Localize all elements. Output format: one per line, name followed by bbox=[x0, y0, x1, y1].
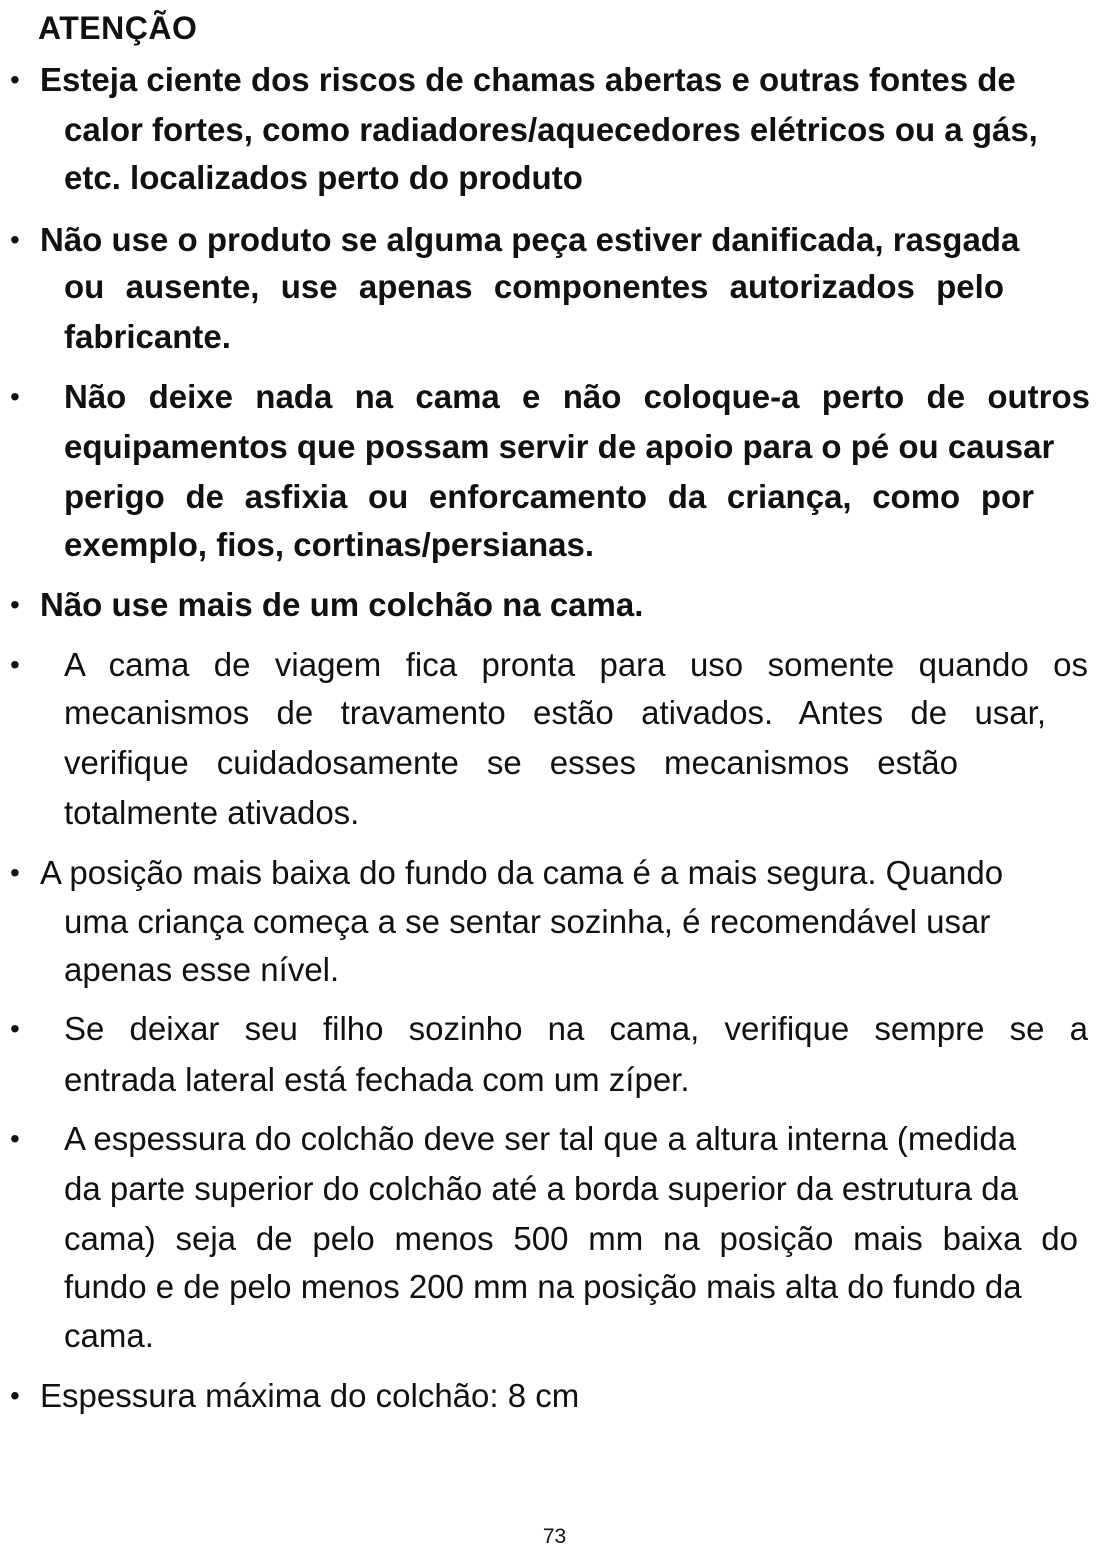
bullet-icon: • bbox=[10, 1123, 20, 1154]
item-line: Esteja ciente dos riscos de chamas abertas e outras fontes de bbox=[40, 61, 1016, 98]
item-line: equipamentos que possam servir de apoio para o pé ou causar bbox=[64, 428, 1055, 465]
item-line: totalmente ativados. bbox=[64, 794, 360, 831]
bullet-icon: • bbox=[10, 64, 20, 95]
item-line: Não deixe nada na cama e não coloque-a perto de outros bbox=[64, 378, 1090, 415]
item-line: calor fortes, como radiadores/aquecedores elétricos ou a gás, bbox=[64, 111, 1038, 148]
item-line: uma criança começa a se sentar sozinha, é recomendável usar bbox=[64, 903, 991, 940]
item-line: fabricante. bbox=[64, 318, 231, 355]
bullet-icon: • bbox=[10, 381, 20, 412]
item-line: perigo de asfixia ou enforcamento da criança, como por bbox=[64, 478, 1034, 515]
bullet-icon: • bbox=[10, 1380, 20, 1411]
item-line: Não use o produto se alguma peça estiver danificada, rasgada bbox=[40, 221, 1020, 258]
item-line: A posição mais baixa do fundo da cama é a mais segura. Quando bbox=[40, 854, 1004, 891]
item-line: ou ausente, use apenas componentes autorizados pelo bbox=[64, 268, 1004, 305]
item-line: apenas esse nível. bbox=[64, 951, 340, 988]
item-line: cama. bbox=[64, 1317, 154, 1354]
item-line: entrada lateral está fechada com um zíper. bbox=[64, 1061, 690, 1098]
item-line: fundo e de pelo menos 200 mm na posição mais alta do fundo da bbox=[64, 1268, 1022, 1305]
page-heading: ATENÇÃO bbox=[38, 10, 198, 46]
bullet-icon: • bbox=[10, 224, 20, 255]
item-line: mecanismos de travamento estão ativados. Antes de usar, bbox=[64, 694, 1046, 731]
item-line: etc. localizados perto do produto bbox=[64, 159, 583, 196]
item-line: exemplo, fios, cortinas/persianas. bbox=[64, 526, 595, 563]
item-line: Espessura máxima do colchão: 8 cm bbox=[40, 1377, 580, 1414]
item-line: da parte superior do colchão até a borda superior da estrutura da bbox=[64, 1170, 1018, 1207]
bullet-icon: • bbox=[10, 1013, 20, 1044]
page-number: 73 bbox=[542, 1525, 567, 1548]
item-line: A cama de viagem fica pronta para uso somente quando os bbox=[64, 646, 1088, 683]
item-line: cama) seja de pelo menos 500 mm na posição mais baixa do bbox=[64, 1220, 1078, 1257]
bullet-icon: • bbox=[10, 589, 20, 620]
item-line: verifique cuidadosamente se esses mecanismos estão bbox=[64, 744, 958, 781]
item-line: Não use mais de um colchão na cama. bbox=[40, 586, 644, 623]
bullet-icon: • bbox=[10, 649, 20, 680]
bullet-icon: • bbox=[10, 857, 20, 888]
item-line: Se deixar seu filho sozinho na cama, verifique sempre se a bbox=[64, 1010, 1088, 1047]
item-line: A espessura do colchão deve ser tal que a altura interna (medida bbox=[64, 1120, 1017, 1157]
